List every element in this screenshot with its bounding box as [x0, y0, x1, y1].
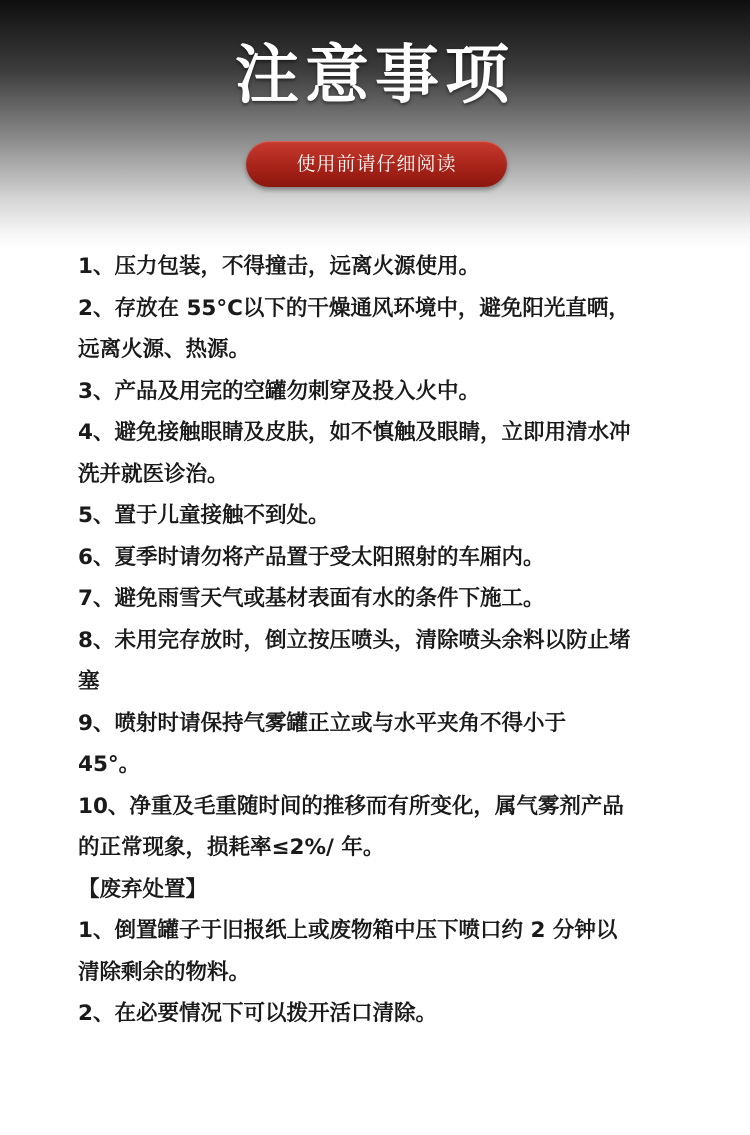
- notice-line: 远离火源、热源。: [78, 337, 251, 362]
- notice-line: 45°。: [78, 752, 141, 777]
- notice-line: 的正常现象，损耗率≤2%/ 年。: [78, 835, 385, 860]
- disposal-section-heading: 【废弃处置】: [78, 876, 208, 902]
- notice-line: 1、倒置罐子于旧报纸上或废物箱中压下喷口约 2 分钟以: [78, 918, 618, 943]
- notice-line: 6、夏季时请勿将产品置于受太阳照射的车厢内。: [78, 544, 545, 570]
- notice-line: 1、压力包装，不得撞击，远离火源使用。: [78, 254, 480, 279]
- page-title: 注意事项: [235, 39, 515, 113]
- notice-line: 9、喷射时请保持气雾罐正立或与水平夹角不得小于: [78, 710, 566, 736]
- notice-line: 8、未用完存放时，倒立按压喷头，清除喷头余料以防止堵: [78, 627, 631, 653]
- notice-line: 3、产品及用完的空罐勿刺穿及投入火中。: [78, 378, 480, 404]
- notice-line: 2、在必要情况下可以拨开活口清除。: [78, 1001, 437, 1026]
- notice-line: 10、净重及毛重随时间的推移而有所变化，属气雾剂产品: [78, 793, 624, 819]
- read-carefully-badge: 使用前请仔细阅读: [246, 141, 507, 187]
- notice-line: 2、存放在 55°C以下的干燥通风环境中，避免阳光直晒，: [78, 295, 630, 321]
- notice-body: [78, 246, 678, 1035]
- notice-line: 7、避免雨雪天气或基材表面有水的条件下施工。: [78, 586, 545, 611]
- notice-line: 清除剩余的物料。: [78, 959, 251, 985]
- notice-line: 塞: [78, 669, 100, 694]
- notice-line: 4、避免接触眼睛及皮肤，如不慎触及眼睛，立即用清水冲: [78, 420, 631, 445]
- notice-line: 洗并就医诊治。: [78, 461, 229, 487]
- notice-line: 5、置于儿童接触不到处。: [78, 503, 330, 528]
